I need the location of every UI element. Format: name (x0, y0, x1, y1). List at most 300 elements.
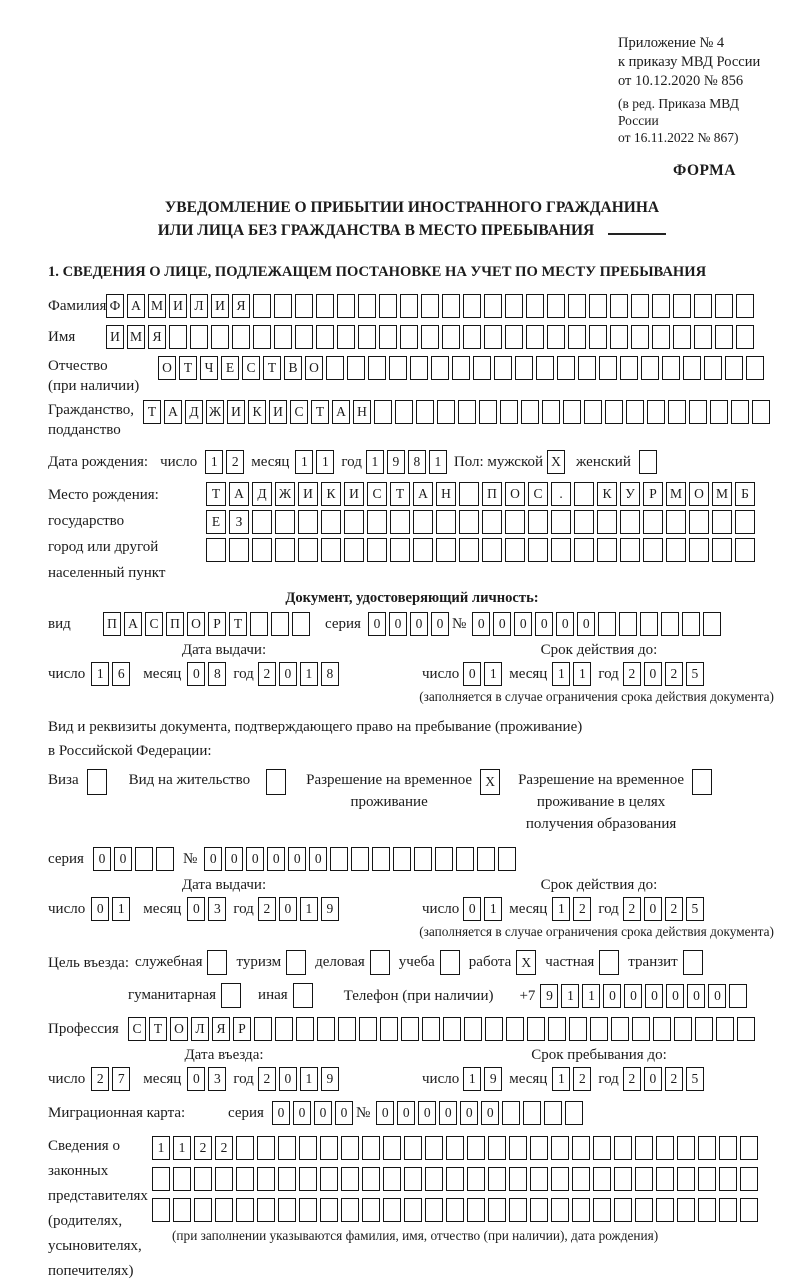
char-box[interactable]: И (298, 482, 318, 506)
char-box[interactable] (735, 538, 755, 562)
char-box[interactable] (505, 325, 523, 349)
char-box[interactable] (275, 538, 295, 562)
char-box[interactable]: 5 (686, 662, 704, 686)
char-box[interactable] (413, 510, 433, 534)
char-box[interactable] (569, 1017, 587, 1041)
char-box[interactable] (689, 510, 709, 534)
char-box[interactable]: М (127, 325, 145, 349)
char-box[interactable] (716, 1017, 734, 1041)
char-box[interactable] (293, 983, 313, 1008)
birth-place-row-1[interactable] (206, 482, 758, 506)
char-box[interactable] (674, 1017, 692, 1041)
permit-valid-day[interactable] (463, 897, 505, 921)
char-box[interactable] (614, 1198, 632, 1222)
char-box[interactable] (597, 510, 617, 534)
char-box[interactable] (446, 1198, 464, 1222)
birth-year-field[interactable] (366, 450, 450, 474)
char-box[interactable] (572, 1198, 590, 1222)
char-box[interactable]: С (242, 356, 260, 380)
char-box[interactable] (482, 510, 502, 534)
char-box[interactable]: И (227, 400, 245, 424)
char-box[interactable]: X (516, 950, 536, 975)
char-box[interactable]: 8 (208, 662, 226, 686)
entry-year[interactable] (258, 1067, 342, 1091)
char-box[interactable]: 2 (623, 662, 641, 686)
char-box[interactable] (362, 1167, 380, 1191)
char-box[interactable] (620, 356, 638, 380)
representatives-row-2[interactable] (152, 1167, 761, 1191)
char-box[interactable] (673, 294, 691, 318)
char-box[interactable] (635, 1167, 653, 1191)
char-box[interactable] (710, 400, 728, 424)
char-box[interactable] (572, 1136, 590, 1160)
char-box[interactable]: Д (185, 400, 203, 424)
char-box[interactable]: К (597, 482, 617, 506)
char-box[interactable] (442, 325, 460, 349)
doc-valid-day[interactable] (463, 662, 505, 686)
char-box[interactable] (551, 1198, 569, 1222)
char-box[interactable] (266, 769, 286, 795)
char-box[interactable] (440, 950, 460, 975)
char-box[interactable]: 0 (279, 897, 297, 921)
char-box[interactable] (383, 1167, 401, 1191)
char-box[interactable] (257, 1198, 275, 1222)
char-box[interactable] (458, 400, 476, 424)
char-box[interactable] (443, 1017, 461, 1041)
char-box[interactable]: 3 (208, 1067, 226, 1091)
char-box[interactable] (299, 1136, 317, 1160)
char-box[interactable] (584, 400, 602, 424)
char-box[interactable]: Т (179, 356, 197, 380)
char-box[interactable]: 7 (112, 1067, 130, 1091)
char-box[interactable]: 2 (258, 662, 276, 686)
char-box[interactable] (416, 400, 434, 424)
char-box[interactable] (173, 1198, 191, 1222)
char-box[interactable] (598, 612, 616, 636)
char-box[interactable] (526, 294, 544, 318)
char-box[interactable]: 0 (418, 1101, 436, 1125)
char-box[interactable] (752, 400, 770, 424)
char-box[interactable]: 1 (300, 897, 318, 921)
char-box[interactable] (347, 356, 365, 380)
char-box[interactable]: Р (208, 612, 226, 636)
char-box[interactable] (383, 1136, 401, 1160)
char-box[interactable] (257, 1136, 275, 1160)
char-box[interactable]: X (547, 450, 565, 474)
char-box[interactable] (379, 294, 397, 318)
char-box[interactable]: В (284, 356, 302, 380)
char-box[interactable]: У (620, 482, 640, 506)
char-box[interactable]: Я (212, 1017, 230, 1041)
citizenship-field[interactable] (143, 400, 773, 424)
char-box[interactable]: А (229, 482, 249, 506)
char-box[interactable]: К (248, 400, 266, 424)
char-box[interactable] (459, 538, 479, 562)
char-box[interactable]: 8 (408, 450, 426, 474)
char-box[interactable] (498, 847, 516, 871)
char-box[interactable] (656, 1136, 674, 1160)
char-box[interactable] (698, 1136, 716, 1160)
char-box[interactable]: 0 (279, 1067, 297, 1091)
char-box[interactable] (568, 294, 586, 318)
char-box[interactable]: О (305, 356, 323, 380)
char-box[interactable]: 0 (463, 662, 481, 686)
char-box[interactable] (506, 1017, 524, 1041)
char-box[interactable] (236, 1167, 254, 1191)
char-box[interactable] (362, 1136, 380, 1160)
char-box[interactable] (692, 769, 712, 795)
char-box[interactable]: И (106, 325, 124, 349)
char-box[interactable]: 1 (205, 450, 223, 474)
char-box[interactable] (425, 1198, 443, 1222)
char-box[interactable] (563, 400, 581, 424)
char-box[interactable]: О (170, 1017, 188, 1041)
char-box[interactable] (194, 1198, 212, 1222)
char-box[interactable] (316, 294, 334, 318)
char-box[interactable] (574, 538, 594, 562)
char-box[interactable] (523, 1101, 541, 1125)
char-box[interactable] (326, 356, 344, 380)
char-box[interactable]: 2 (215, 1136, 233, 1160)
char-box[interactable] (736, 325, 754, 349)
char-box[interactable] (661, 612, 679, 636)
char-box[interactable]: 9 (387, 450, 405, 474)
char-box[interactable]: 0 (460, 1101, 478, 1125)
char-box[interactable] (544, 1101, 562, 1125)
char-box[interactable]: 0 (91, 897, 109, 921)
char-box[interactable] (372, 847, 390, 871)
char-box[interactable] (719, 1167, 737, 1191)
char-box[interactable] (611, 1017, 629, 1041)
char-box[interactable] (463, 325, 481, 349)
char-box[interactable]: 1 (582, 984, 600, 1008)
char-box[interactable] (390, 538, 410, 562)
char-box[interactable]: Т (311, 400, 329, 424)
char-box[interactable] (643, 510, 663, 534)
permit-issue-year[interactable] (258, 897, 342, 921)
char-box[interactable]: 2 (194, 1136, 212, 1160)
char-box[interactable] (252, 538, 272, 562)
doc-issue-day[interactable] (91, 662, 133, 686)
char-box[interactable] (505, 294, 523, 318)
char-box[interactable] (404, 1136, 422, 1160)
char-box[interactable] (390, 510, 410, 534)
char-box[interactable] (206, 538, 226, 562)
char-box[interactable]: М (148, 294, 166, 318)
char-box[interactable] (467, 1136, 485, 1160)
char-box[interactable]: Р (233, 1017, 251, 1041)
char-box[interactable]: 0 (644, 897, 662, 921)
char-box[interactable] (254, 1017, 272, 1041)
char-box[interactable] (619, 612, 637, 636)
char-box[interactable] (278, 1136, 296, 1160)
char-box[interactable] (631, 294, 649, 318)
char-box[interactable] (509, 1136, 527, 1160)
char-box[interactable] (547, 294, 565, 318)
char-box[interactable]: 2 (91, 1067, 109, 1091)
char-box[interactable] (574, 482, 594, 506)
char-box[interactable] (652, 325, 670, 349)
visa-checkbox[interactable] (87, 769, 107, 795)
char-box[interactable] (683, 950, 703, 975)
char-box[interactable] (515, 356, 533, 380)
char-box[interactable] (380, 1017, 398, 1041)
char-box[interactable] (536, 356, 554, 380)
char-box[interactable] (278, 1167, 296, 1191)
doc-valid-year[interactable] (623, 662, 707, 686)
purpose-business-checkbox[interactable] (202, 950, 227, 975)
char-box[interactable] (316, 325, 334, 349)
char-box[interactable]: 0 (114, 847, 132, 871)
doc-valid-month[interactable] (552, 662, 594, 686)
char-box[interactable] (330, 847, 348, 871)
char-box[interactable]: А (127, 294, 145, 318)
char-box[interactable] (232, 325, 250, 349)
char-box[interactable]: 0 (624, 984, 642, 1008)
char-box[interactable] (298, 538, 318, 562)
permit-valid-month[interactable] (552, 897, 594, 921)
char-box[interactable]: 1 (173, 1136, 191, 1160)
char-box[interactable] (703, 612, 721, 636)
char-box[interactable] (641, 356, 659, 380)
char-box[interactable]: 2 (573, 897, 591, 921)
char-box[interactable] (156, 847, 174, 871)
char-box[interactable] (464, 1017, 482, 1041)
char-box[interactable]: 1 (295, 450, 313, 474)
char-box[interactable] (431, 356, 449, 380)
char-box[interactable] (320, 1136, 338, 1160)
char-box[interactable] (568, 325, 586, 349)
char-box[interactable]: 2 (258, 897, 276, 921)
char-box[interactable] (653, 1017, 671, 1041)
char-box[interactable]: 1 (112, 897, 130, 921)
char-box[interactable] (485, 1017, 503, 1041)
char-box[interactable]: 0 (272, 1101, 290, 1125)
char-box[interactable]: 0 (644, 662, 662, 686)
char-box[interactable] (484, 325, 502, 349)
char-box[interactable] (207, 950, 227, 975)
char-box[interactable] (401, 1017, 419, 1041)
char-box[interactable] (698, 1167, 716, 1191)
char-box[interactable]: X (480, 769, 500, 795)
surname-field[interactable] (106, 294, 757, 318)
char-box[interactable] (547, 325, 565, 349)
char-box[interactable] (620, 538, 640, 562)
char-box[interactable]: 1 (484, 897, 502, 921)
char-box[interactable] (737, 1017, 755, 1041)
char-box[interactable] (317, 1017, 335, 1041)
char-box[interactable]: Л (190, 294, 208, 318)
char-box[interactable] (557, 356, 575, 380)
permit-valid-year[interactable] (623, 897, 707, 921)
char-box[interactable] (620, 510, 640, 534)
char-box[interactable]: 0 (431, 612, 449, 636)
char-box[interactable]: К (321, 482, 341, 506)
char-box[interactable] (551, 510, 571, 534)
char-box[interactable] (459, 510, 479, 534)
char-box[interactable] (565, 1101, 583, 1125)
permit-number-field[interactable] (204, 847, 519, 871)
char-box[interactable] (551, 538, 571, 562)
char-box[interactable] (395, 400, 413, 424)
char-box[interactable]: 0 (267, 847, 285, 871)
char-box[interactable]: 0 (708, 984, 726, 1008)
char-box[interactable] (295, 294, 313, 318)
char-box[interactable] (735, 510, 755, 534)
char-box[interactable] (610, 294, 628, 318)
residence-permit-checkbox[interactable] (266, 769, 286, 795)
char-box[interactable] (437, 400, 455, 424)
char-box[interactable]: Т (206, 482, 226, 506)
char-box[interactable] (740, 1167, 758, 1191)
char-box[interactable]: 1 (91, 662, 109, 686)
char-box[interactable] (368, 356, 386, 380)
char-box[interactable]: 0 (225, 847, 243, 871)
char-box[interactable]: А (164, 400, 182, 424)
char-box[interactable] (666, 510, 686, 534)
char-box[interactable] (152, 1198, 170, 1222)
char-box[interactable]: 0 (293, 1101, 311, 1125)
char-box[interactable] (530, 1198, 548, 1222)
char-box[interactable] (668, 400, 686, 424)
char-box[interactable] (374, 400, 392, 424)
char-box[interactable] (719, 1198, 737, 1222)
char-box[interactable]: 1 (463, 1067, 481, 1091)
permit-issue-day[interactable] (91, 897, 133, 921)
purpose-commercial-checkbox[interactable] (365, 950, 390, 975)
birth-month-field[interactable] (295, 450, 337, 474)
char-box[interactable] (477, 847, 495, 871)
char-box[interactable] (221, 983, 241, 1008)
char-box[interactable] (467, 1167, 485, 1191)
char-box[interactable] (694, 294, 712, 318)
char-box[interactable]: С (528, 482, 548, 506)
char-box[interactable]: 1 (552, 662, 570, 686)
stay-month[interactable] (552, 1067, 594, 1091)
char-box[interactable]: Д (252, 482, 272, 506)
char-box[interactable] (509, 1167, 527, 1191)
char-box[interactable] (682, 612, 700, 636)
char-box[interactable]: Ж (275, 482, 295, 506)
char-box[interactable] (640, 612, 658, 636)
char-box[interactable]: 0 (187, 1067, 205, 1091)
char-box[interactable] (715, 325, 733, 349)
char-box[interactable]: 0 (335, 1101, 353, 1125)
permit-issue-month[interactable] (187, 897, 229, 921)
char-box[interactable] (614, 1136, 632, 1160)
char-box[interactable]: 9 (321, 897, 339, 921)
char-box[interactable]: М (666, 482, 686, 506)
char-box[interactable]: 1 (316, 450, 334, 474)
char-box[interactable] (337, 325, 355, 349)
char-box[interactable] (746, 356, 764, 380)
char-box[interactable] (358, 325, 376, 349)
char-box[interactable] (626, 400, 644, 424)
char-box[interactable] (704, 356, 722, 380)
char-box[interactable]: 0 (279, 662, 297, 686)
char-box[interactable]: . (551, 482, 571, 506)
char-box[interactable] (593, 1136, 611, 1160)
char-box[interactable] (452, 356, 470, 380)
char-box[interactable] (367, 510, 387, 534)
char-box[interactable] (488, 1167, 506, 1191)
char-box[interactable]: С (367, 482, 387, 506)
char-box[interactable] (652, 294, 670, 318)
purpose-other-checkbox[interactable] (288, 983, 313, 1008)
char-box[interactable]: 9 (321, 1067, 339, 1091)
sex-female-checkbox[interactable] (639, 450, 660, 474)
char-box[interactable]: Е (221, 356, 239, 380)
birth-day-field[interactable] (205, 450, 247, 474)
char-box[interactable] (530, 1136, 548, 1160)
char-box[interactable]: 0 (246, 847, 264, 871)
char-box[interactable] (229, 538, 249, 562)
migration-number-field[interactable] (376, 1101, 586, 1125)
char-box[interactable]: 3 (208, 897, 226, 921)
char-box[interactable]: 2 (573, 1067, 591, 1091)
migration-series-field[interactable] (272, 1101, 356, 1125)
stay-day[interactable] (463, 1067, 505, 1091)
char-box[interactable]: 2 (665, 662, 683, 686)
char-box[interactable] (643, 538, 663, 562)
char-box[interactable] (400, 325, 418, 349)
char-box[interactable] (656, 1198, 674, 1222)
char-box[interactable]: П (482, 482, 502, 506)
char-box[interactable] (488, 1198, 506, 1222)
char-box[interactable]: 0 (556, 612, 574, 636)
char-box[interactable]: Л (191, 1017, 209, 1041)
char-box[interactable]: 5 (686, 897, 704, 921)
char-box[interactable] (414, 847, 432, 871)
char-box[interactable] (593, 1167, 611, 1191)
char-box[interactable]: С (145, 612, 163, 636)
char-box[interactable]: 0 (93, 847, 111, 871)
char-box[interactable] (338, 1017, 356, 1041)
char-box[interactable] (731, 400, 749, 424)
temp-residence-edu-checkbox[interactable] (692, 769, 712, 795)
char-box[interactable] (135, 847, 153, 871)
char-box[interactable]: О (505, 482, 525, 506)
char-box[interactable]: Т (263, 356, 281, 380)
char-box[interactable]: 9 (484, 1067, 502, 1091)
char-box[interactable]: 1 (484, 662, 502, 686)
char-box[interactable]: 2 (623, 1067, 641, 1091)
char-box[interactable]: Ч (200, 356, 218, 380)
char-box[interactable]: 2 (226, 450, 244, 474)
char-box[interactable] (359, 1017, 377, 1041)
char-box[interactable] (505, 538, 525, 562)
char-box[interactable] (740, 1198, 758, 1222)
char-box[interactable] (689, 400, 707, 424)
char-box[interactable] (299, 1167, 317, 1191)
char-box[interactable]: 2 (665, 897, 683, 921)
char-box[interactable]: 0 (397, 1101, 415, 1125)
char-box[interactable]: 0 (493, 612, 511, 636)
char-box[interactable] (446, 1136, 464, 1160)
char-box[interactable] (236, 1136, 254, 1160)
char-box[interactable] (286, 950, 306, 975)
char-box[interactable] (631, 325, 649, 349)
given-name-field[interactable] (106, 325, 757, 349)
char-box[interactable] (275, 510, 295, 534)
char-box[interactable] (572, 1167, 590, 1191)
char-box[interactable]: С (128, 1017, 146, 1041)
doc-issue-year[interactable] (258, 662, 342, 686)
stay-year[interactable] (623, 1067, 707, 1091)
char-box[interactable] (421, 294, 439, 318)
char-box[interactable] (551, 1136, 569, 1160)
char-box[interactable]: А (124, 612, 142, 636)
